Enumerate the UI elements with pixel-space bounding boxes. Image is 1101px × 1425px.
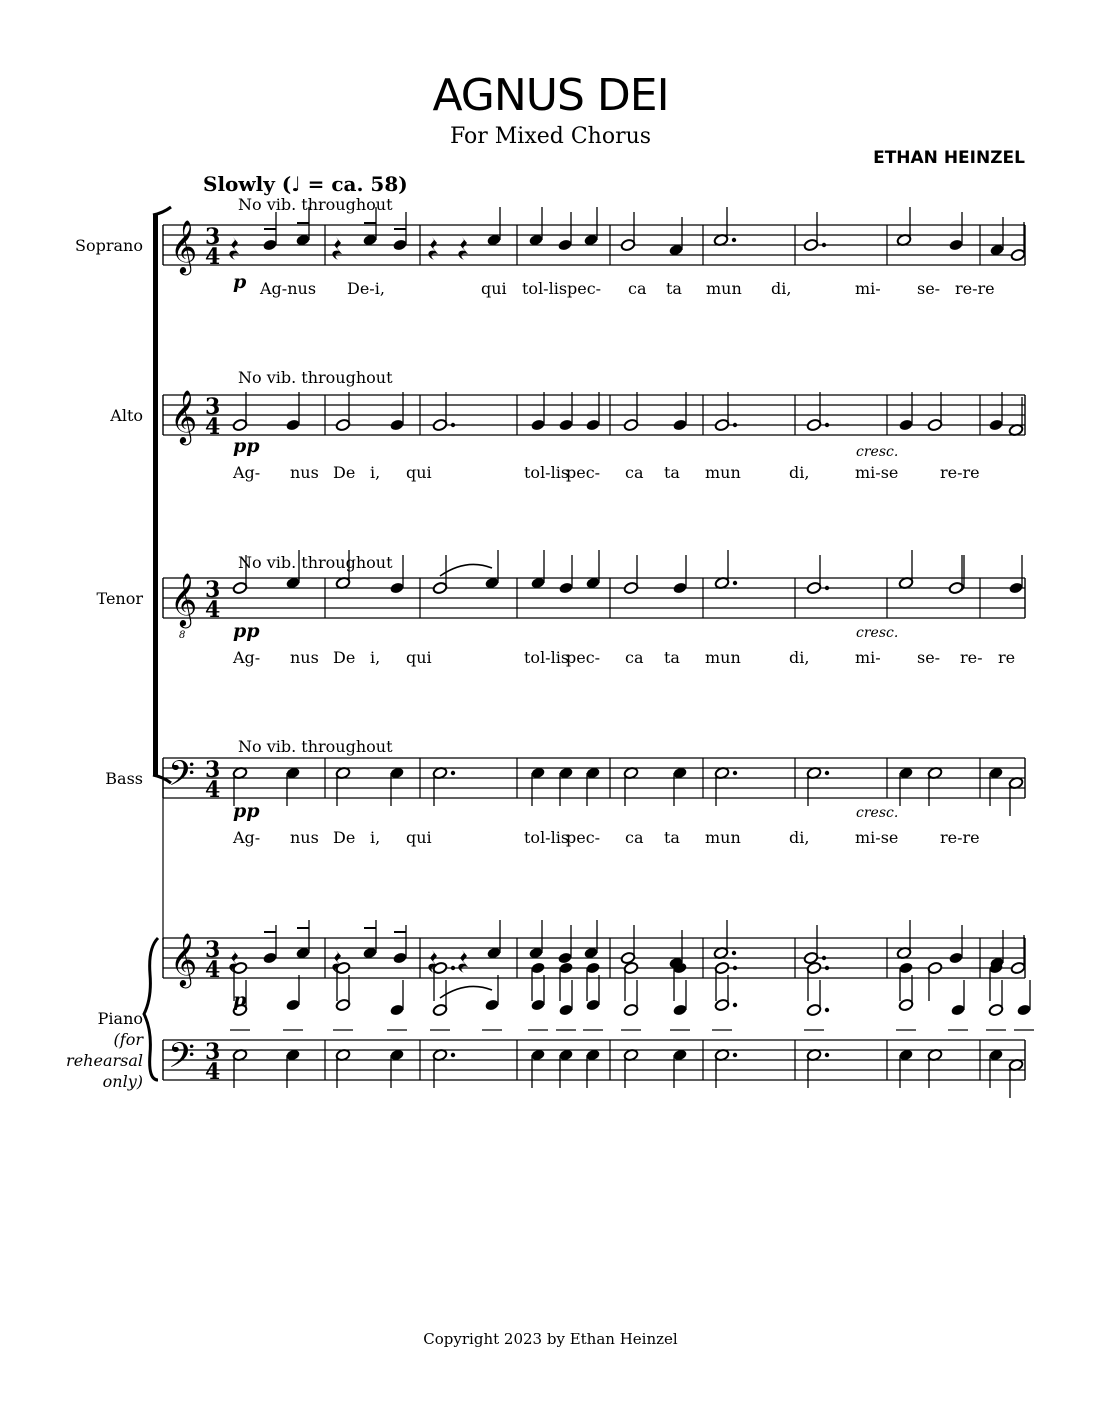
- lyric-syllable: re: [998, 648, 1016, 667]
- lyric-syllable: pec-: [566, 463, 601, 482]
- crescendo-marking: cresc.: [856, 625, 899, 641]
- slur: [440, 986, 492, 998]
- lyric-syllable: De: [333, 828, 356, 847]
- lyric-syllable: ca: [628, 279, 647, 298]
- lyric-syllable: di,: [771, 279, 792, 298]
- lyric-syllable: tol-lis: [524, 648, 570, 667]
- tempo-value: = ca. 58): [300, 172, 408, 196]
- lyric-syllable: qui: [406, 648, 432, 667]
- quarter-rest-icon: [332, 237, 342, 260]
- augmentation-dot: [732, 951, 736, 955]
- lyric-syllable: De-i,: [347, 279, 385, 298]
- lyric-syllable: ta: [664, 828, 680, 847]
- lyric-syllable: di,: [789, 648, 810, 667]
- treble-clef-icon: 𝄞: [170, 219, 198, 273]
- staff-name-soprano: Soprano: [75, 236, 143, 255]
- augmentation-dot: [733, 581, 737, 585]
- lyric-syllable: Ag-: [233, 648, 261, 667]
- lyric-syllable: De: [333, 463, 356, 482]
- lyric-syllable: mun: [705, 648, 741, 667]
- augmentation-dot: [451, 966, 455, 970]
- quarter-rest-icon: [229, 237, 239, 260]
- slur: [440, 564, 492, 576]
- lyric-syllable: re-re: [940, 463, 980, 482]
- augmentation-dot: [733, 1053, 737, 1057]
- lyric-syllable: ca: [625, 828, 644, 847]
- choir-bracket: [153, 215, 158, 775]
- time-signature-numerator: 3: [205, 577, 221, 603]
- augmentation-dot: [451, 423, 455, 427]
- lyric-syllable: mi-se: [855, 463, 899, 482]
- lyric-syllable: Ag-: [233, 828, 261, 847]
- lyric-syllable: re-re: [940, 828, 980, 847]
- crescendo-marking: cresc.: [856, 444, 899, 460]
- treble-clef-icon: 𝄞: [170, 389, 198, 443]
- quarter-rest-icon: [458, 950, 468, 973]
- lyric-syllable: pec-: [566, 648, 601, 667]
- staff-name-tenor: Tenor: [96, 589, 143, 608]
- bass-clef-icon: 𝄢: [168, 753, 196, 802]
- time-signature-denominator: 4: [205, 244, 221, 270]
- lyric-syllable: ca: [625, 463, 644, 482]
- lyric-syllable: ca: [625, 648, 644, 667]
- piano-note-2: rehearsal: [66, 1051, 143, 1070]
- lyric-syllable: i,: [370, 828, 381, 847]
- lyric-syllable: mi-: [855, 648, 881, 667]
- time-signature-denominator: 4: [205, 777, 221, 803]
- lyric-syllable: ta: [664, 463, 680, 482]
- treble-clef-icon: 𝄞: [170, 572, 198, 626]
- augmentation-dot: [825, 423, 829, 427]
- lyric-syllable: mi-se: [855, 828, 899, 847]
- no-vibrato-instruction: No vib. throughout: [238, 553, 393, 572]
- score-subtitle: For Mixed Chorus: [449, 124, 652, 149]
- lyric-syllable: mun: [706, 279, 742, 298]
- no-vibrato-instruction: No vib. throughout: [238, 195, 393, 214]
- lyric-syllable: i,: [370, 648, 381, 667]
- lyric-syllable: tol-lis: [524, 463, 570, 482]
- augmentation-dot: [825, 586, 829, 590]
- dynamic-marking-alto: pp: [233, 435, 260, 457]
- time-signature-numerator: 3: [205, 394, 221, 420]
- lyric-syllable: tol-lis: [524, 828, 570, 847]
- time-signature-denominator: 4: [205, 1059, 221, 1085]
- dynamic-marking-bass: pp: [233, 800, 260, 822]
- augmentation-dot: [451, 1053, 455, 1057]
- lyric-syllable: mi-: [855, 279, 881, 298]
- piano-brace: [144, 938, 158, 1080]
- bass-clef-icon: 𝄢: [168, 1035, 196, 1084]
- augmentation-dot: [822, 956, 826, 960]
- piano-note-1: (for: [113, 1030, 143, 1049]
- lyric-syllable: qui: [481, 279, 507, 298]
- time-signature-numerator: 3: [205, 224, 221, 250]
- augmentation-dot: [733, 1003, 737, 1007]
- augmentation-dot: [733, 423, 737, 427]
- lyric-syllable: Ag-: [233, 463, 261, 482]
- lyric-syllable: re-re: [955, 279, 995, 298]
- lyric-syllable: ta: [666, 279, 682, 298]
- composer-name: ETHAN HEINZEL: [873, 148, 1025, 168]
- crescendo-marking: cresc.: [856, 805, 899, 821]
- augmentation-dot: [733, 966, 737, 970]
- lyric-syllable: nus: [290, 463, 319, 482]
- augmentation-dot: [825, 1008, 829, 1012]
- time-signature-numerator: 3: [205, 757, 221, 783]
- lyric-syllable: ta: [664, 648, 680, 667]
- lyric-syllable: pec-: [566, 828, 601, 847]
- treble-clef-icon: 𝄞: [170, 932, 198, 986]
- lyric-syllable: pec-: [567, 279, 602, 298]
- dynamic-marking-piano: p: [233, 989, 247, 1011]
- lyric-syllable: di,: [789, 828, 810, 847]
- piano-note-3: only): [102, 1072, 143, 1091]
- tempo-label: Slowly (: [203, 172, 292, 196]
- octave-8-icon: 8: [179, 630, 186, 641]
- dynamic-marking-tenor: pp: [233, 620, 260, 642]
- augmentation-dot: [733, 771, 737, 775]
- lyric-syllable: di,: [789, 463, 810, 482]
- no-vibrato-instruction: No vib. throughout: [238, 368, 393, 387]
- augmentation-dot: [732, 238, 736, 242]
- lyric-syllable: se-: [917, 648, 941, 667]
- time-signature-denominator: 4: [205, 597, 221, 623]
- quarter-rest-icon: [428, 237, 438, 260]
- lyric-syllable: De: [333, 648, 356, 667]
- time-signature-numerator: 3: [205, 1039, 221, 1065]
- lyric-syllable: i,: [370, 463, 381, 482]
- lyric-syllable: qui: [406, 463, 432, 482]
- dynamic-marking-soprano: p: [233, 271, 247, 293]
- staff-name-bass: Bass: [105, 769, 143, 788]
- quarter-note-icon: ♩: [291, 172, 301, 196]
- augmentation-dot: [451, 771, 455, 775]
- lyric-syllable: mun: [705, 828, 741, 847]
- lyric-syllable: re-: [960, 648, 983, 667]
- score-title: AGNUS DEI: [432, 70, 669, 121]
- lyric-syllable: tol-lis: [522, 279, 568, 298]
- time-signature-numerator: 3: [205, 937, 221, 963]
- augmentation-dot: [822, 243, 826, 247]
- staff-name-alto: Alto: [110, 406, 143, 425]
- piano-name: Piano: [97, 1009, 143, 1028]
- lyric-syllable: nus: [290, 828, 319, 847]
- augmentation-dot: [825, 966, 829, 970]
- lyric-syllable: mun: [705, 463, 741, 482]
- choir-bracket-cap: [153, 207, 171, 215]
- no-vibrato-instruction: No vib. throughout: [238, 737, 393, 756]
- augmentation-dot: [825, 1053, 829, 1057]
- quarter-rest-icon: [458, 237, 468, 260]
- augmentation-dot: [825, 771, 829, 775]
- time-signature-denominator: 4: [205, 414, 221, 440]
- time-signature-denominator: 4: [205, 957, 221, 983]
- lyric-syllable: Ag-nus: [260, 279, 317, 298]
- lyric-syllable: qui: [406, 828, 432, 847]
- lyric-syllable: se-: [917, 279, 941, 298]
- copyright-notice: Copyright 2023 by Ethan Heinzel: [423, 1330, 678, 1348]
- lyric-syllable: nus: [290, 648, 319, 667]
